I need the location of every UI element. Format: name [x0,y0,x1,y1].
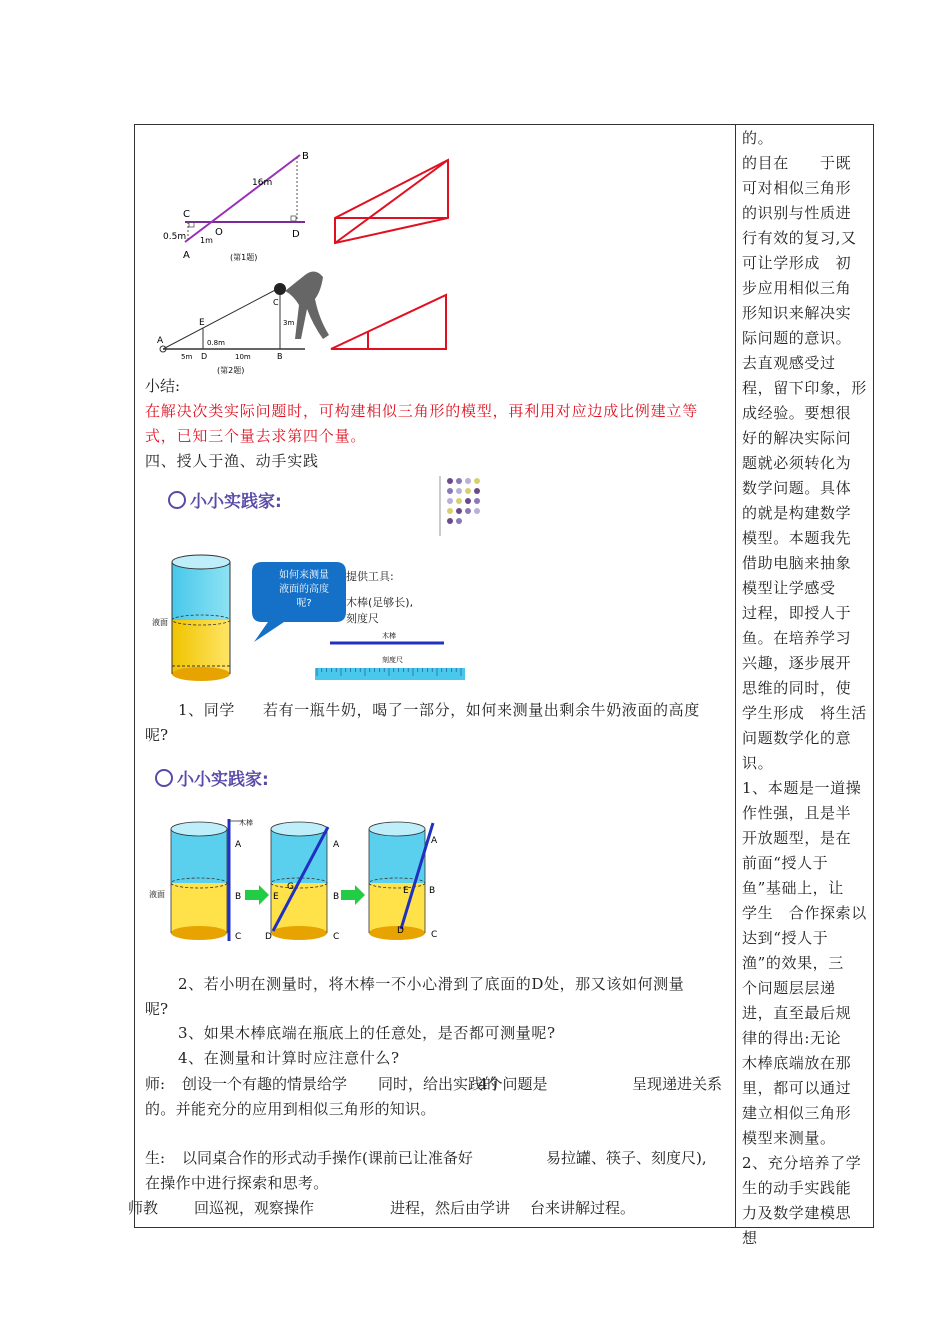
side-line: 开放题型，是在 [742,829,852,847]
fig1-caption: (第1题) [230,253,258,262]
question-3: 3、如果木棒底端在瓶底上的任意处，是否都可测量呢? [178,1024,556,1042]
side-line: 进，直至最后规 [742,1004,852,1022]
fig1-label-o: O [215,227,223,238]
side-line: 前面“授人于 [742,854,829,872]
figure-1-diagram [160,145,335,270]
p2-label-b3: B [429,886,436,896]
fig2-label-d: D [201,352,208,361]
fig2-caption: (第2题) [217,366,245,375]
dot-grid-decoration [438,476,488,536]
p2-label-b1: B [235,892,242,902]
side-line: 达到“授人于 [742,929,829,947]
side-line: 2、充分培养了学 [742,1154,862,1172]
banner-1-text: 小小实践家: [190,492,282,512]
p2-label-a1: A [235,840,242,850]
fig1-label-b: B [302,151,309,162]
side-line: 识。 [742,754,774,772]
fig2-label-10m: 10m [235,353,251,361]
side-line: 个问题层层递 [742,979,836,997]
side-line: 模型。本题我先 [742,529,852,547]
side-line: 成经验。要想很 [742,404,852,422]
side-line: 的就是构建数学 [742,504,852,522]
p2-label-a3: A [431,836,438,846]
design-intent-column [742,126,870,1251]
side-line: 过程，即授人于 [742,604,852,622]
smile-icon [155,769,173,787]
question-4: 4、在测量和计算时应注意什么? [178,1049,400,1067]
summary-line-2: 式，已知三个量去求第四个量。 [145,427,367,445]
fig2-label-e: E [199,318,205,328]
side-line: 问题数学化的意 [742,729,852,747]
red-model-triangles-1 [330,158,455,248]
side-line: 鱼。在培养学习 [742,629,852,647]
p1-bubble-line-2: 液面的高度 [279,584,329,595]
side-line: 力及数学建模思 [742,1204,852,1222]
side-line: 形知识来解决实 [742,304,852,322]
side-line: 的识别与性质进 [742,204,852,222]
side-line: 1、本题是一道操 [742,779,862,797]
student-text-3: 在操作中进行探索和思考。 [145,1174,329,1192]
side-line: 行有效的复习,又 [742,229,857,247]
side-line: 可对相似三角形 [742,179,852,197]
practice-1-figure [150,550,475,685]
fig1-label-05m: 0.5m [163,232,187,242]
p1-bubble-line-1: 如何来测量 [279,570,329,581]
side-line: 步应用相似三角 [742,279,852,297]
side-line: 木棒底端放在那 [742,1054,852,1072]
final-text-4: 台来讲解过程。 [530,1199,636,1217]
fig2-label-b: B [277,352,283,361]
p1-tools-title: 提供工具: [346,570,394,583]
teacher-text-4: 呈现递进关系 [632,1075,723,1093]
p1-stick-label: 木棒 [382,632,396,640]
question-2a: 2、若小明在测量时，将木棒一不小心滑到了底面的D处，那又该如何测量 [178,975,685,993]
side-line: 渔”的效果，三 [742,954,844,972]
practice-banner-1 [168,487,282,512]
fig2-label-08m: 0.8m [207,339,225,347]
side-line: 去直观感受过 [742,354,836,372]
side-line: 模型让学感受 [742,579,836,597]
fig1-label-a: A [183,250,190,261]
practice-2-figure [145,815,475,950]
fig2-label-a: A [157,336,164,346]
p2-label-a2: A [333,840,340,850]
side-line: 生的动手实践能 [742,1179,852,1197]
p2-label-e2: E [273,892,279,902]
question-1c: 呢? [145,726,169,744]
banner-2-text: 小小实践家: [177,770,269,790]
side-line: 的目在 于既 [742,154,852,172]
red-model-triangles-2 [328,292,453,354]
fig2-label-c: C [273,298,279,307]
side-line: 程，留下印象，形 [742,379,867,397]
final-text-2: 回巡视，观察操作 [194,1199,315,1217]
side-line: 思维的同时，使 [742,679,852,697]
side-line: 模型来测量。 [742,1129,836,1147]
question-1b: 若有一瓶牛奶，喝了一部分，如何来测量出剩余牛奶液面的高度 [263,701,700,719]
side-line: 学生形成 将生活 [742,704,867,722]
side-line: 可让学形成 初 [742,254,852,272]
teacher-text-1: 创设一个有趣的情景给学 [182,1075,348,1093]
side-line: 里，都可以通过 [742,1079,852,1097]
p1-liquid-label: 液面 [152,618,168,627]
side-line: 借助电脑来抽象 [742,554,852,572]
question-1a: 1、同学 [178,701,235,719]
side-line: 律的得出:无论 [742,1029,842,1047]
p2-label-b2: B [333,892,340,902]
side-line: 数学问题。具体 [742,479,852,497]
p2-label-c2: C [333,932,340,942]
p2-liquid-label: 液面 [149,890,165,899]
fig1-label-c: C [183,209,190,220]
figure-2-diagram [155,265,350,380]
p1-bubble-line-3: 呢? [296,598,312,609]
fig2-label-3m: 3m [283,319,295,327]
p2-stick-label: 木棒 [239,819,253,827]
side-line: 际问题的意识。 [742,329,852,347]
teacher-label: 师: [145,1075,166,1093]
question-2b: 呢? [145,1000,169,1018]
section-4-heading: 四、授人于渔、动手实践 [145,452,319,470]
final-text-1: 师教 [128,1199,159,1217]
side-line: 兴趣，逐步展开 [742,654,852,672]
p2-label-g2: G [287,882,294,892]
teacher-text-5: 的。并能充分的应用到相似三角形的知识。 [145,1100,436,1118]
student-text-2: 易拉罐、筷子、刻度尺), [546,1149,707,1167]
practice-banner-2 [155,765,269,790]
p1-ruler-label: 刻度尺 [382,656,403,664]
side-line: 想 [742,1229,758,1247]
fig1-label-16m: 16m [252,178,273,188]
side-line: 好的解决实际问 [742,429,852,447]
p1-tools-1: 木棒(足够长), [346,596,414,609]
summary-line-1: 在解决次类实际问题时，可构建相似三角形的模型，再利用对应边成比例建立等 [145,402,699,420]
side-line: 作性强，且是半 [742,804,852,822]
side-line: 题就必须转化为 [742,454,852,472]
p2-label-e3: E [403,886,409,896]
side-line: 建立相似三角形 [742,1104,852,1122]
column-divider [735,124,736,1228]
p2-label-d2: D [265,932,272,942]
side-line: 鱼”基础上，让 [742,879,844,897]
fig1-label-1m: 1m [200,236,213,245]
student-label: 生: [145,1149,166,1167]
fig1-label-d: D [292,229,300,240]
side-line: 的。 [742,129,774,147]
fig2-label-5m: 5m [181,353,193,361]
p1-tools-2: 刻度尺 [346,612,379,625]
p2-label-c1: C [235,932,242,942]
smile-icon [168,491,186,509]
p2-label-c3: C [431,930,438,940]
teacher-text-2: 同时，给出实践的 [378,1075,499,1093]
summary-heading: 小结: [145,377,181,395]
side-line: 学生 合作探索以 [742,904,867,922]
teacher-text-3: 4个问题是 [478,1075,548,1093]
final-text-3: 进程，然后由学讲 [390,1199,511,1217]
p2-label-d3: D [397,926,404,936]
student-text-1: 以同桌合作的形式动手操作(课前已让准备好 [182,1149,473,1167]
